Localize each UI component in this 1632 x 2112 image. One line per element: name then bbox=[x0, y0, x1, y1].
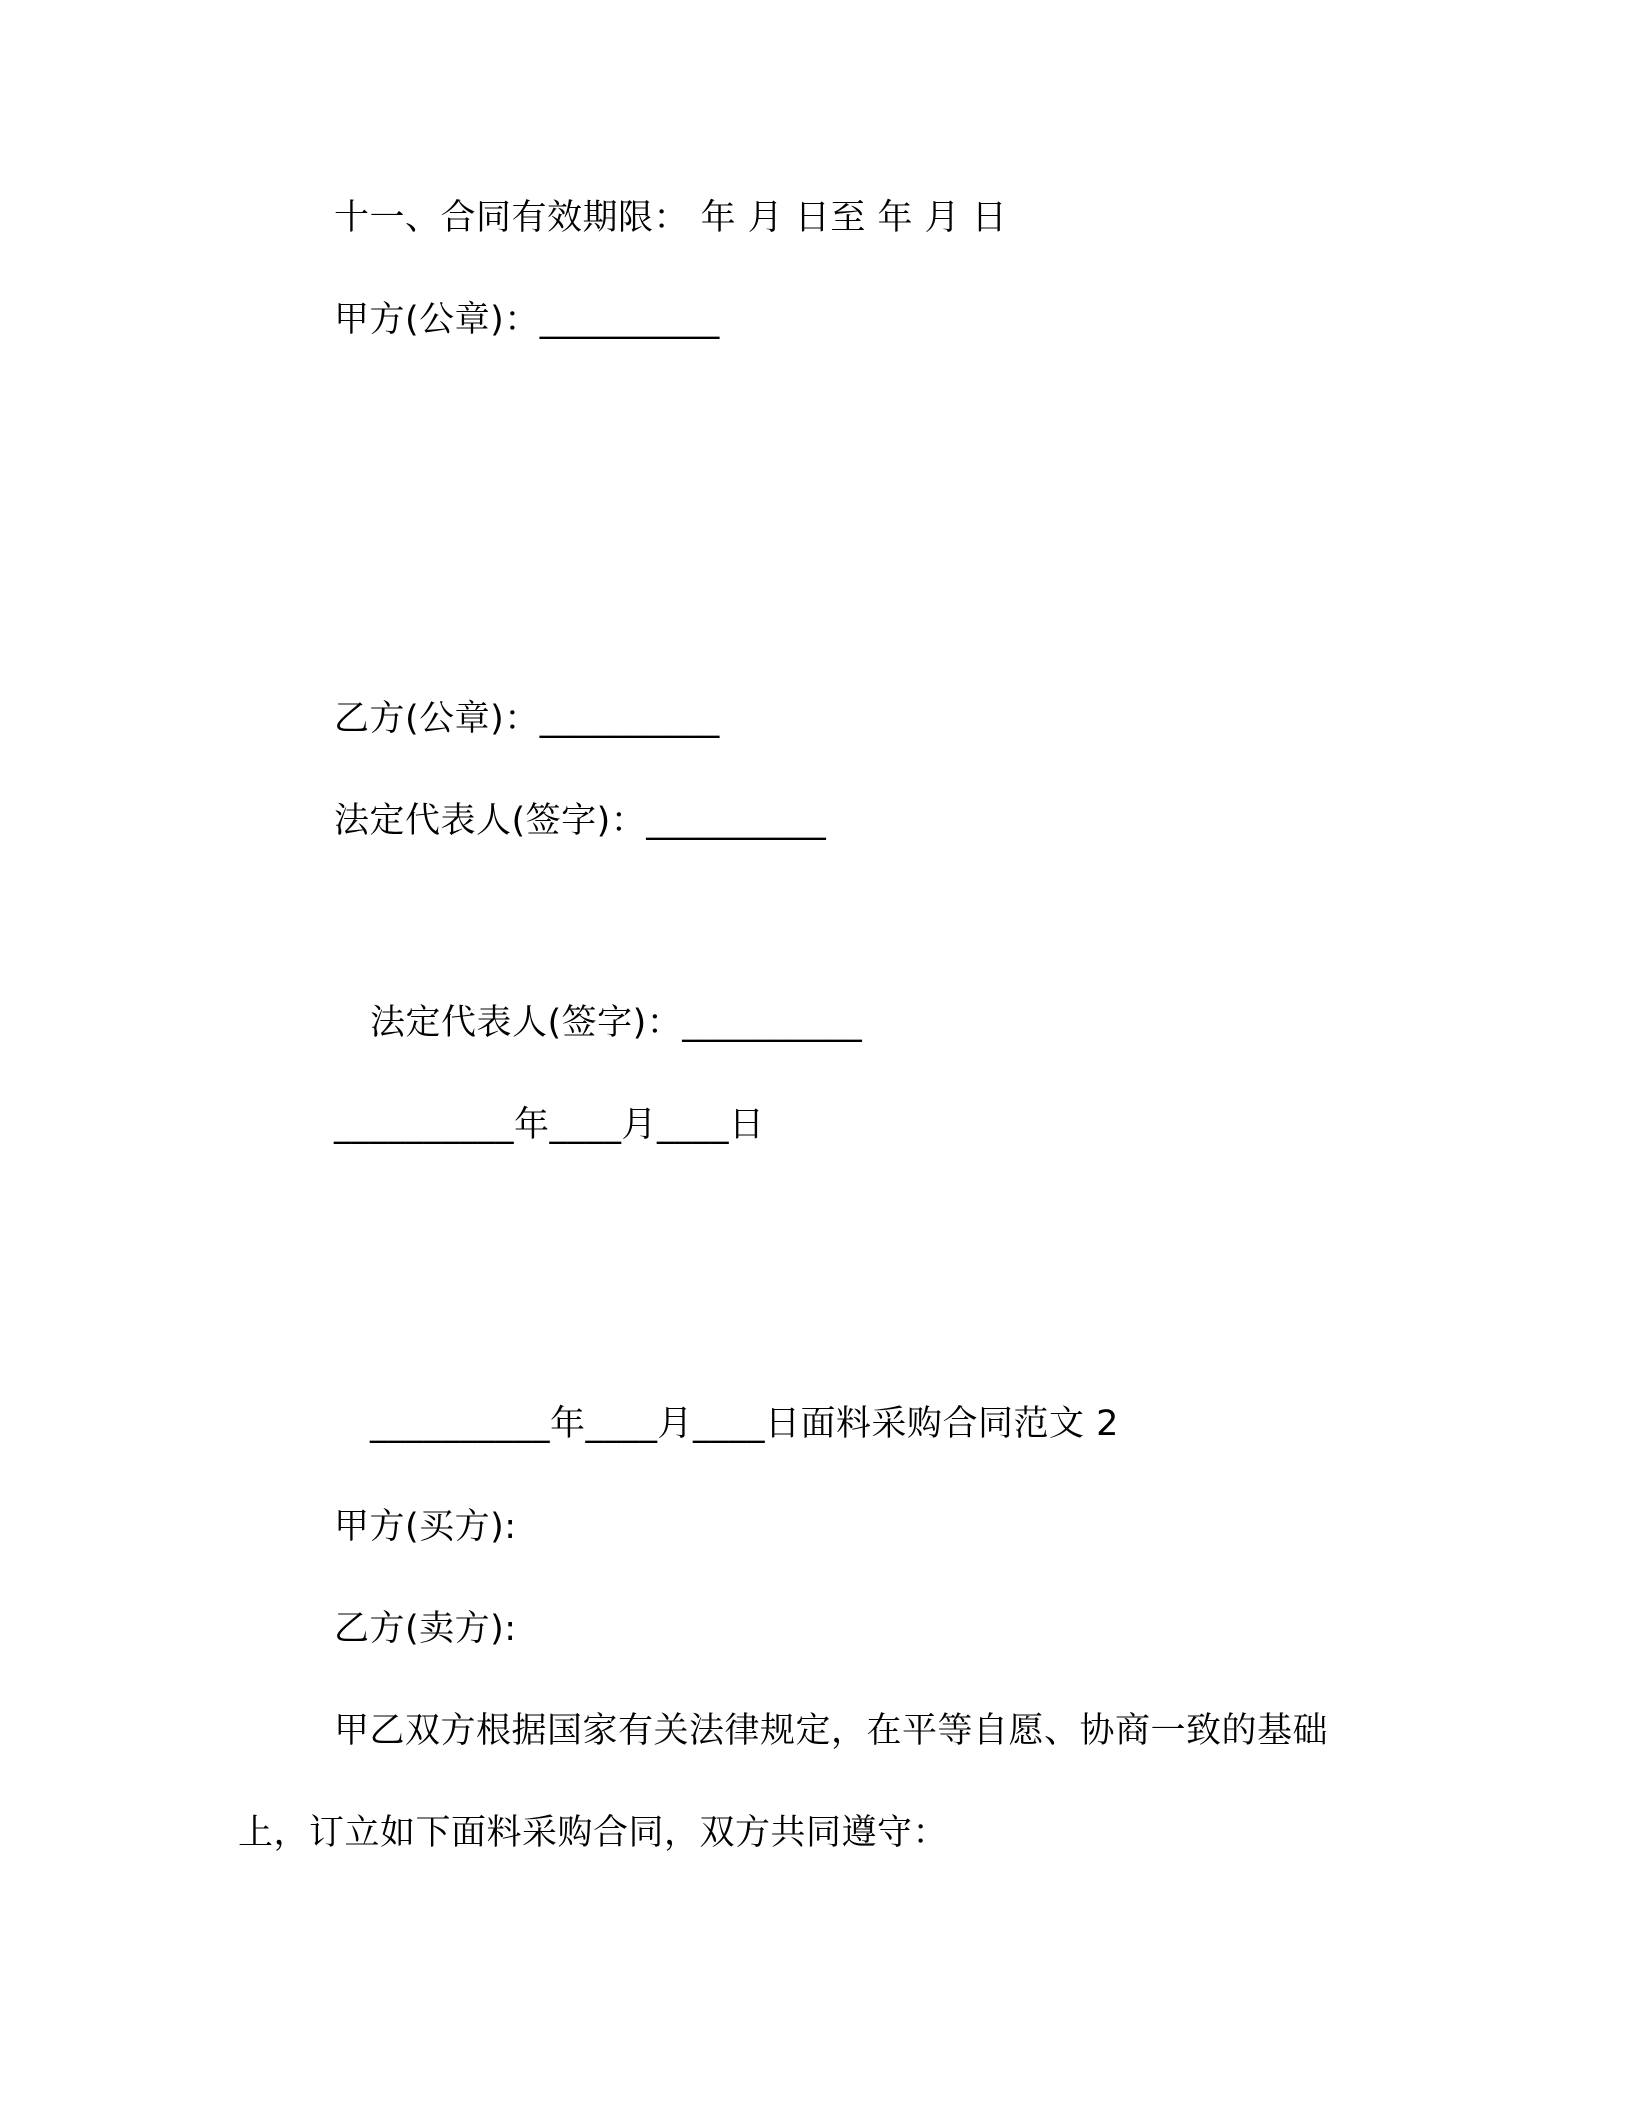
party-b-seal-line: 乙方(公章)：__________ bbox=[334, 699, 720, 739]
party-a-seal-line: 甲方(公章)：__________ bbox=[334, 300, 720, 340]
party-b-seller-line: 乙方(卖方): bbox=[334, 1609, 517, 1649]
contract-sample-2-title: __________年____月____日面料采购合同范文 2 bbox=[370, 1404, 1119, 1444]
date-line: __________年____月____日 bbox=[334, 1105, 765, 1145]
contract-validity-clause: 十一、合同有效期限： 年 月 日至 年 月 日 bbox=[334, 198, 1008, 238]
legal-representative-signature-line: 法定代表人(签字)：__________ bbox=[334, 801, 827, 841]
preamble-paragraph-line-2: 上，订立如下面料采购合同，双方共同遵守： bbox=[238, 1813, 949, 1853]
legal-representative-signature-line-2: 法定代表人(签字)：__________ bbox=[370, 1003, 863, 1043]
preamble-paragraph-line-1: 甲乙双方根据国家有关法律规定，在平等自愿、协商一致的基础 bbox=[334, 1711, 1329, 1751]
party-a-buyer-line: 甲方(买方): bbox=[334, 1507, 517, 1547]
